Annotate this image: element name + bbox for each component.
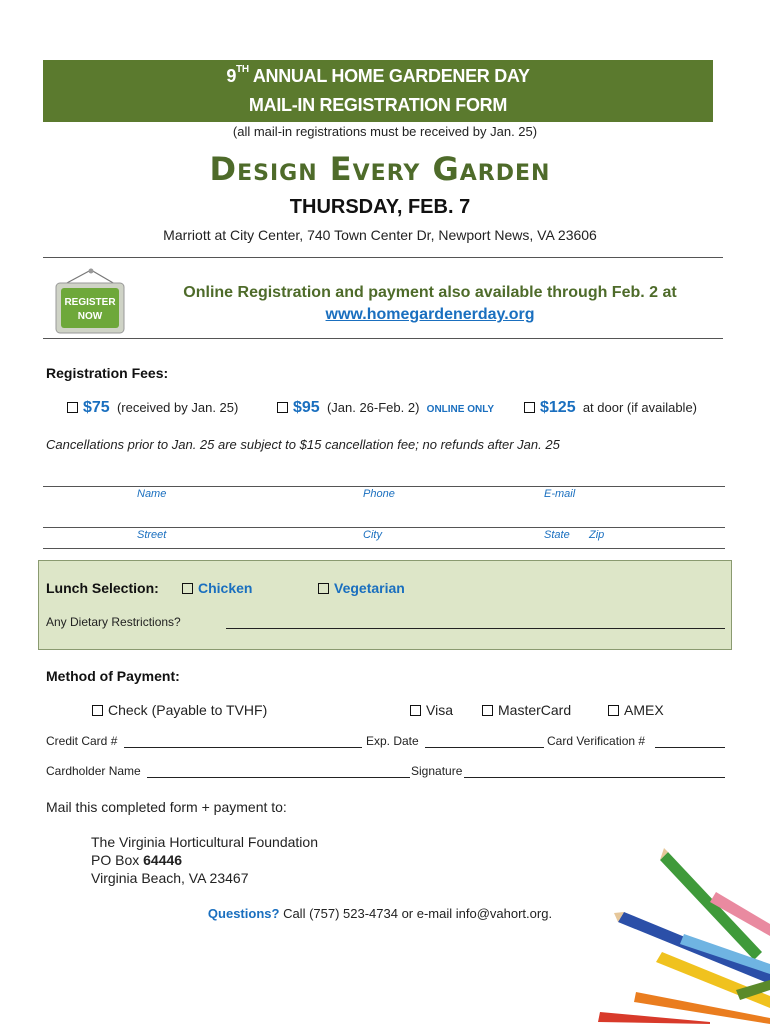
checkbox[interactable] xyxy=(92,705,103,716)
checkbox[interactable] xyxy=(608,705,619,716)
event-date: THURSDAY, FEB. 7 xyxy=(289,196,471,218)
address-bottom-line xyxy=(43,548,725,549)
checkbox[interactable] xyxy=(67,402,78,413)
online-registration-note: Online Registration and payment also available through Feb. 2 at www.homegardenerday.org xyxy=(183,284,677,323)
zip-label: Zip xyxy=(589,529,605,541)
phone-label: Phone xyxy=(363,488,395,500)
theme-heading: Design Every Garden xyxy=(209,150,551,188)
exp-date-label: Exp. Date xyxy=(366,734,419,748)
email-label: E-mail xyxy=(544,488,576,500)
divider-mid xyxy=(43,338,723,339)
checkbox[interactable] xyxy=(182,583,193,594)
title-line-2: MAIL-IN REGISTRATION FORM xyxy=(248,95,508,115)
card-verification-field[interactable] xyxy=(655,747,725,748)
lunch-option-vegetarian[interactable]: Vegetarian xyxy=(318,580,405,598)
divider-top xyxy=(43,257,723,258)
checkbox[interactable] xyxy=(318,583,329,594)
fee-option-95[interactable]: $95 (Jan. 26-Feb. 2) ONLINE ONLY xyxy=(277,399,494,417)
city-label: City xyxy=(363,529,382,541)
cardholder-label: Cardholder Name xyxy=(46,764,141,778)
name-line[interactable] xyxy=(43,486,725,487)
colored-pencils-illustration xyxy=(590,840,770,1024)
svg-text:NOW: NOW xyxy=(77,311,103,322)
website-link[interactable]: www.homegardenerday.org xyxy=(325,306,535,323)
fees-heading: Registration Fees: xyxy=(46,365,169,381)
cardholder-field[interactable] xyxy=(147,777,410,778)
title-banner xyxy=(43,60,713,122)
title-line-1: 9TH ANNUAL HOME GARDENER DAY xyxy=(226,64,530,86)
signature-field[interactable] xyxy=(464,777,725,778)
lunch-option-chicken[interactable]: Chicken xyxy=(182,580,252,598)
lunch-section xyxy=(38,560,732,650)
mailing-address xyxy=(91,833,318,887)
register-sign-icon xyxy=(55,268,125,334)
po-box: PO Box 64446 xyxy=(91,852,183,868)
city-line: Virginia Beach, VA 23467 xyxy=(91,870,249,886)
payment-visa[interactable]: Visa xyxy=(410,702,453,718)
name-label: Name xyxy=(137,488,167,500)
deadline-note: (all mail-in registrations must be received by Jan. 25) xyxy=(232,124,538,139)
checkbox[interactable] xyxy=(410,705,421,716)
dietary-field[interactable] xyxy=(226,628,725,629)
cancellation-policy: Cancellations prior to Jan. 25 are subject to $15 cancellation fee; no refunds after Jan. 25 xyxy=(46,437,560,452)
payment-amex[interactable]: AMEX xyxy=(608,702,664,718)
state-label: State xyxy=(544,529,570,541)
mail-heading: Mail this completed form + payment to: xyxy=(46,799,287,815)
venue-address: Marriott at City Center, 740 Town Center Dr, Newport News, VA 23606 xyxy=(163,227,597,243)
credit-card-field[interactable] xyxy=(124,747,362,748)
checkbox[interactable] xyxy=(524,402,535,413)
org-name: The Virginia Horticultural Foundation xyxy=(91,834,318,850)
street-label: Street xyxy=(137,529,167,541)
street-line[interactable] xyxy=(43,527,725,528)
checkbox[interactable] xyxy=(277,402,288,413)
register-now-sign[interactable] xyxy=(55,268,125,334)
credit-card-label: Credit Card # xyxy=(46,734,118,748)
checkbox[interactable] xyxy=(482,705,493,716)
pencil-red xyxy=(598,1012,710,1024)
fee-option-125[interactable]: $125 at door (if available) xyxy=(524,399,697,417)
payment-mastercard[interactable]: MasterCard xyxy=(482,702,571,718)
signature-label: Signature xyxy=(411,764,463,778)
dietary-label: Any Dietary Restrictions? xyxy=(46,615,181,629)
lunch-heading: Lunch Selection: xyxy=(46,580,159,596)
exp-date-field[interactable] xyxy=(425,747,544,748)
payment-heading: Method of Payment: xyxy=(46,668,180,684)
svg-text:REGISTER: REGISTER xyxy=(64,297,116,308)
card-verification-label: Card Verification # xyxy=(547,734,646,748)
fee-option-75[interactable]: $75 (received by Jan. 25) xyxy=(67,399,238,417)
questions-line: Questions? Call (757) 523-4734 or e-mail info@vahort.org. xyxy=(207,906,553,921)
payment-check[interactable]: Check (Payable to TVHF) xyxy=(92,702,267,718)
